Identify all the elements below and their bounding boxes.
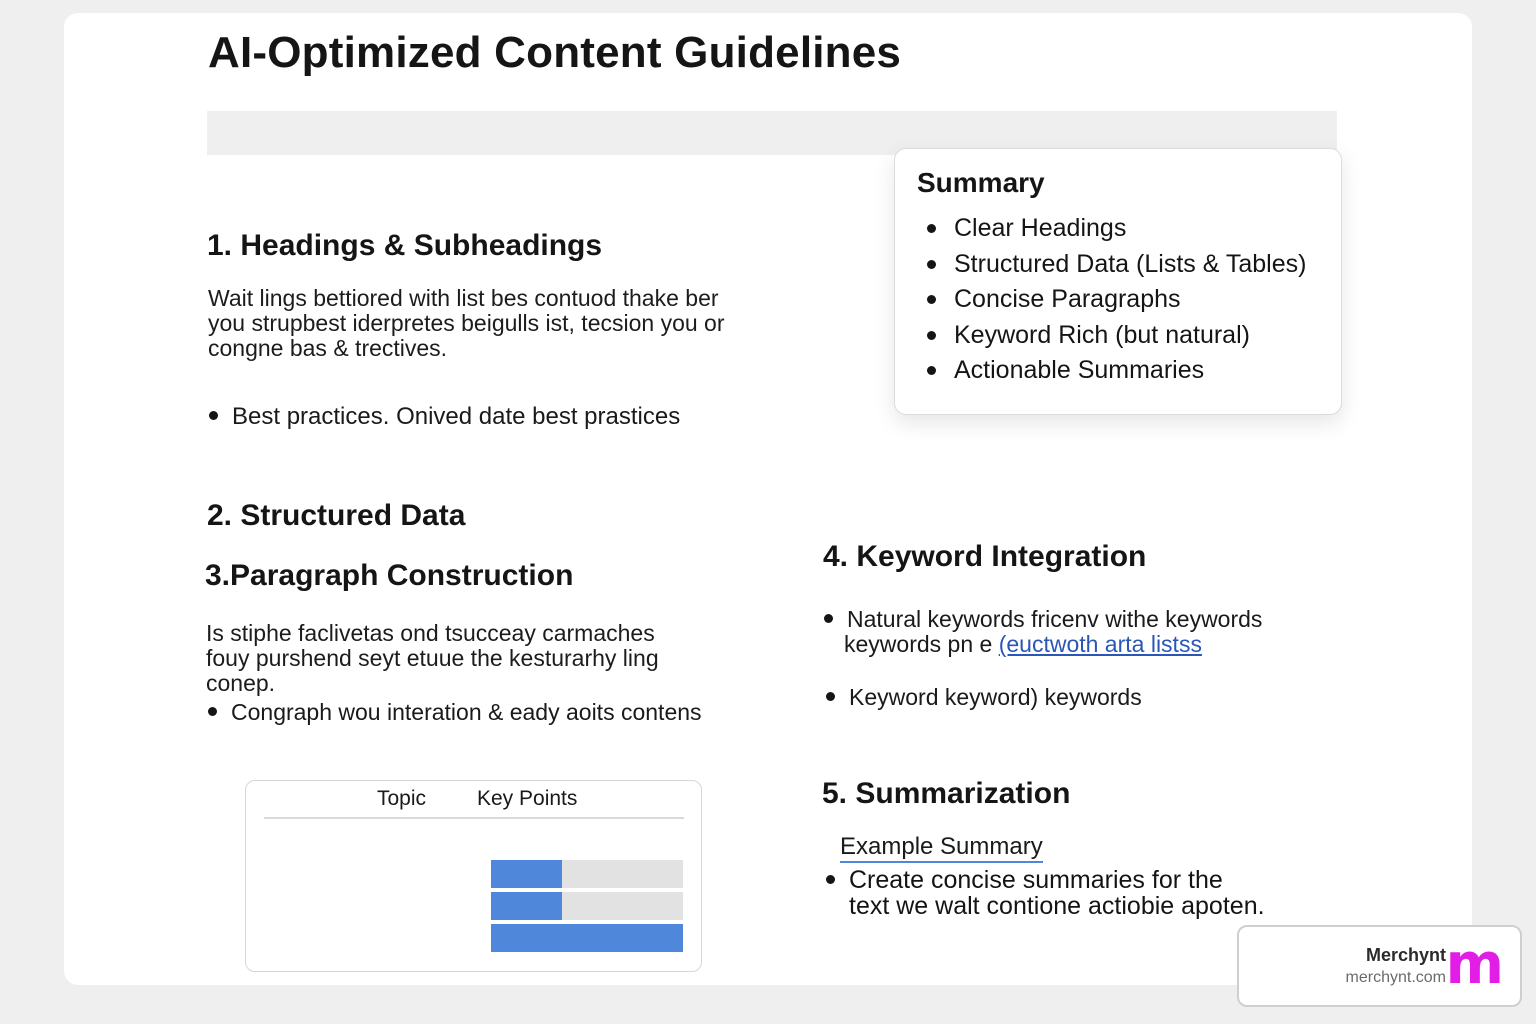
keyword-link[interactable]: (euctwoth arta listss [998,631,1202,657]
badge-url: merchynt.com [1345,969,1446,986]
bullet-icon [824,614,833,623]
paragraph-line: congne bas & trectives. [208,335,448,361]
badge-brand-name: Merchynt [1365,945,1446,965]
paragraph-line: fouy purshend seyt etuue the kesturarhy ling [206,645,659,671]
bar-fill [491,860,562,888]
section3-paragraph [206,621,659,696]
summary-item [927,353,1306,389]
summary-item-label: Concise Paragraphs [954,285,1181,313]
section-heading-paragraph-construction: 3.Paragraph Construction [205,559,574,592]
table-header-key-points: Key Points [477,787,578,810]
list-item-text: Create concise summaries for the [849,866,1223,894]
example-summary-label: Example Summary [840,833,1043,863]
summary-item-label: Actionable Summaries [954,356,1205,384]
bar-row [491,924,683,952]
paragraph-line: Is stiphe faclivetas ond tsucceay carmaches [206,620,655,646]
paragraph-line: Wait lings bettiored with list bes contuod thake ber [208,285,719,311]
summary-item [927,211,1306,247]
table-header-divider [264,817,684,819]
bullet-icon [927,224,936,233]
page-title: AI-Optimized Content Guidelines [208,28,902,77]
list-item [824,607,1262,657]
bar-fill [491,924,683,952]
list-item [826,684,1142,711]
summary-title: Summary [917,167,1045,198]
section-heading-keyword-integration: 4. Keyword Integration [823,540,1147,573]
bar-fill [491,892,562,920]
table-header-topic: Topic [377,787,427,810]
summary-item-label: Keyword Rich (but natural) [954,320,1250,349]
bullet-icon [927,366,936,375]
paragraph-line: you strupbest iderpretes beigulls ist, tecsion you or [208,310,725,336]
bullet-icon [927,295,936,304]
bullet-icon [209,411,218,420]
section-heading-structured-data: 2. Structured Data [207,499,466,532]
section1-paragraph [208,286,725,361]
merchynt-logo-icon: m [1445,932,1504,997]
key-points-bars [491,860,683,952]
summary-item [927,247,1306,283]
bullet-icon [826,875,835,884]
list-item-text: text we walt contione actiobie apoten. [849,892,1265,920]
summary-item [927,282,1306,318]
list-item [208,699,702,726]
merchynt-badge[interactable] [1237,925,1522,1007]
list-item-text: keywords pn e [844,631,999,657]
summary-card [894,148,1342,415]
summary-list [927,211,1306,389]
list-item [209,403,680,431]
list-item-text: Keyword keyword) keywords [849,684,1142,710]
summary-item-label: Clear Headings [954,214,1127,242]
list-item [826,867,1265,919]
summary-item [927,318,1306,354]
bullet-icon [208,707,217,716]
list-item-text: Congraph wou interation & eady aoits contens [231,699,702,725]
bar-row [491,860,683,888]
bullet-icon [826,692,835,701]
summary-item-label: Structured Data (Lists & Tables) [954,249,1307,278]
section-heading-headings: 1. Headings & Subheadings [207,229,603,262]
bullet-icon [927,331,936,340]
paragraph-line: conep. [206,670,276,696]
bullet-icon [927,260,936,269]
list-item-text: Best practices. Onived date best prastices [232,403,681,430]
section-heading-summarization: 5. Summarization [822,777,1071,810]
bar-row [491,892,683,920]
list-item-text: Natural keywords fricenv withe keywords [847,606,1263,632]
